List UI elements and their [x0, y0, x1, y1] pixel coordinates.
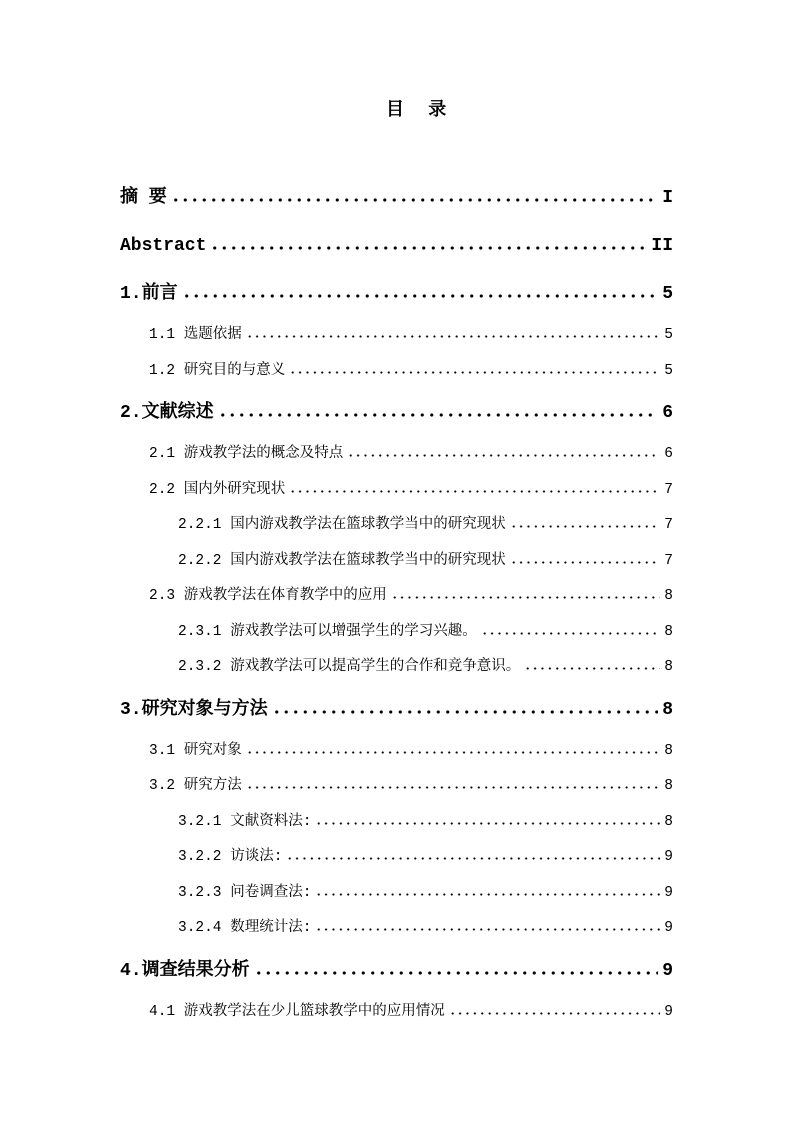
- toc-entry-title: Abstract: [120, 236, 207, 256]
- toc-page-number: 8: [664, 813, 673, 830]
- toc-entry[interactable]: [120, 995, 673, 1031]
- toc-entry[interactable]: [120, 174, 673, 222]
- toc-entry[interactable]: [120, 270, 673, 318]
- toc-entry[interactable]: [120, 734, 673, 770]
- toc-page-number: 7: [664, 517, 673, 533]
- toc-page-number: 9: [662, 960, 673, 981]
- toc-entry[interactable]: [120, 840, 673, 876]
- toc-entry-title: 3.2 研究方法: [149, 778, 242, 794]
- toc-entry[interactable]: [120, 769, 673, 805]
- dot-leader: [246, 751, 660, 754]
- dot-leader: [524, 667, 660, 670]
- toc-page-number: 8: [664, 659, 673, 675]
- dot-leader: [289, 490, 660, 493]
- dot-leader: [449, 1012, 660, 1015]
- toc-entry[interactable]: [120, 354, 673, 390]
- dot-leader: [510, 525, 661, 528]
- toc-entry[interactable]: [120, 222, 673, 270]
- toc-entry-title: 2.2.1 国内游戏教学法在篮球教学当中的研究现状: [178, 517, 506, 533]
- dot-leader: [315, 822, 660, 825]
- dot-leader: [391, 596, 660, 599]
- toc-entry[interactable]: [120, 437, 673, 473]
- toc-page-number: 8: [664, 778, 673, 794]
- dot-leader: [286, 857, 660, 860]
- toc-entry[interactable]: [120, 911, 673, 947]
- toc-entry-title: 3.2.3 问卷调查法:: [178, 884, 312, 901]
- toc-entry[interactable]: [120, 473, 673, 509]
- toc-entry[interactable]: [120, 318, 673, 354]
- toc-entry[interactable]: [120, 686, 673, 734]
- toc-entry-title: 2.2 国内外研究现状: [149, 481, 286, 498]
- dot-leader: [246, 786, 660, 789]
- toc-entry[interactable]: [120, 805, 673, 841]
- toc-entry[interactable]: [120, 579, 673, 615]
- toc-page-number: 8: [664, 588, 673, 604]
- toc-page-number: 6: [664, 446, 673, 462]
- toc-entry-title: 4.调查结果分析: [120, 960, 250, 981]
- table-of-contents: [120, 174, 673, 1030]
- toc-page-number: I: [662, 188, 673, 208]
- toc-entry-title: 1.2 研究目的与意义: [149, 362, 286, 379]
- toc-entry-title: 4.1 游戏教学法在少儿篮球教学中的应用情况: [149, 1003, 445, 1020]
- toc-entry-title: 2.3.1 游戏教学法可以增强学生的学习兴趣。: [178, 623, 477, 640]
- toc-page-number: 8: [664, 623, 673, 640]
- toc-entry-title: 1.前言: [120, 284, 178, 304]
- toc-entry-title: 3.2.4 数理统计法:: [178, 920, 312, 936]
- toc-entry-title: 3.1 研究对象: [149, 742, 242, 759]
- toc-entry-title: 3.2.1 文献资料法:: [178, 813, 312, 830]
- dot-leader: [347, 454, 660, 457]
- toc-entry-title: 2.2.2 国内游戏教学法在篮球教学当中的研究现状: [178, 552, 506, 569]
- toc-entry-title: 3.2.2 访谈法:: [178, 849, 283, 865]
- dot-leader: [210, 246, 647, 250]
- toc-entry[interactable]: [120, 650, 673, 686]
- toc-page-number: 8: [664, 742, 673, 759]
- toc-entry[interactable]: [120, 947, 673, 995]
- toc-page-number: II: [651, 236, 673, 256]
- dot-leader: [171, 198, 658, 202]
- toc-page-number: 5: [662, 284, 673, 304]
- toc-page-number: 6: [662, 403, 673, 423]
- dot-leader: [289, 371, 660, 374]
- toc-page-number: 7: [664, 481, 673, 498]
- toc-page-number: 5: [664, 362, 673, 379]
- toc-entry[interactable]: [120, 876, 673, 912]
- toc-entry-title: 1.1 选题依据: [149, 327, 242, 343]
- toc-entry-title: 2.3.2 游戏教学法可以提高学生的合作和竞争意识。: [178, 659, 521, 675]
- toc-entry-title: 2.1 游戏教学法的概念及特点: [149, 446, 344, 462]
- toc-page-number: 9: [664, 884, 673, 901]
- dot-leader: [218, 413, 659, 417]
- dot-leader: [246, 335, 660, 338]
- dot-leader: [315, 928, 660, 931]
- toc-page-number: 9: [664, 1003, 673, 1020]
- toc-entry-title: 摘 要: [120, 188, 167, 208]
- toc-page-number: 5: [664, 327, 673, 343]
- toc-entry-title: 2.文献综述: [120, 403, 214, 423]
- dot-leader: [510, 561, 661, 564]
- toc-entry[interactable]: [120, 389, 673, 437]
- dot-leader: [272, 710, 659, 714]
- page-title: 目 录: [386, 99, 447, 120]
- dot-leader: [315, 893, 660, 896]
- toc-page-number: 7: [664, 552, 673, 569]
- dot-leader: [481, 632, 661, 635]
- toc-entry-title: 3.研究对象与方法: [120, 699, 268, 720]
- dot-leader: [254, 971, 659, 975]
- toc-entry[interactable]: [120, 615, 673, 651]
- toc-entry[interactable]: [120, 544, 673, 580]
- toc-page-number: 8: [662, 699, 673, 720]
- toc-entry[interactable]: [120, 508, 673, 544]
- toc-page-number: 9: [664, 849, 673, 865]
- toc-page-number: 9: [664, 920, 673, 936]
- dot-leader: [182, 294, 659, 298]
- toc-entry-title: 2.3 游戏教学法在体育教学中的应用: [149, 588, 387, 604]
